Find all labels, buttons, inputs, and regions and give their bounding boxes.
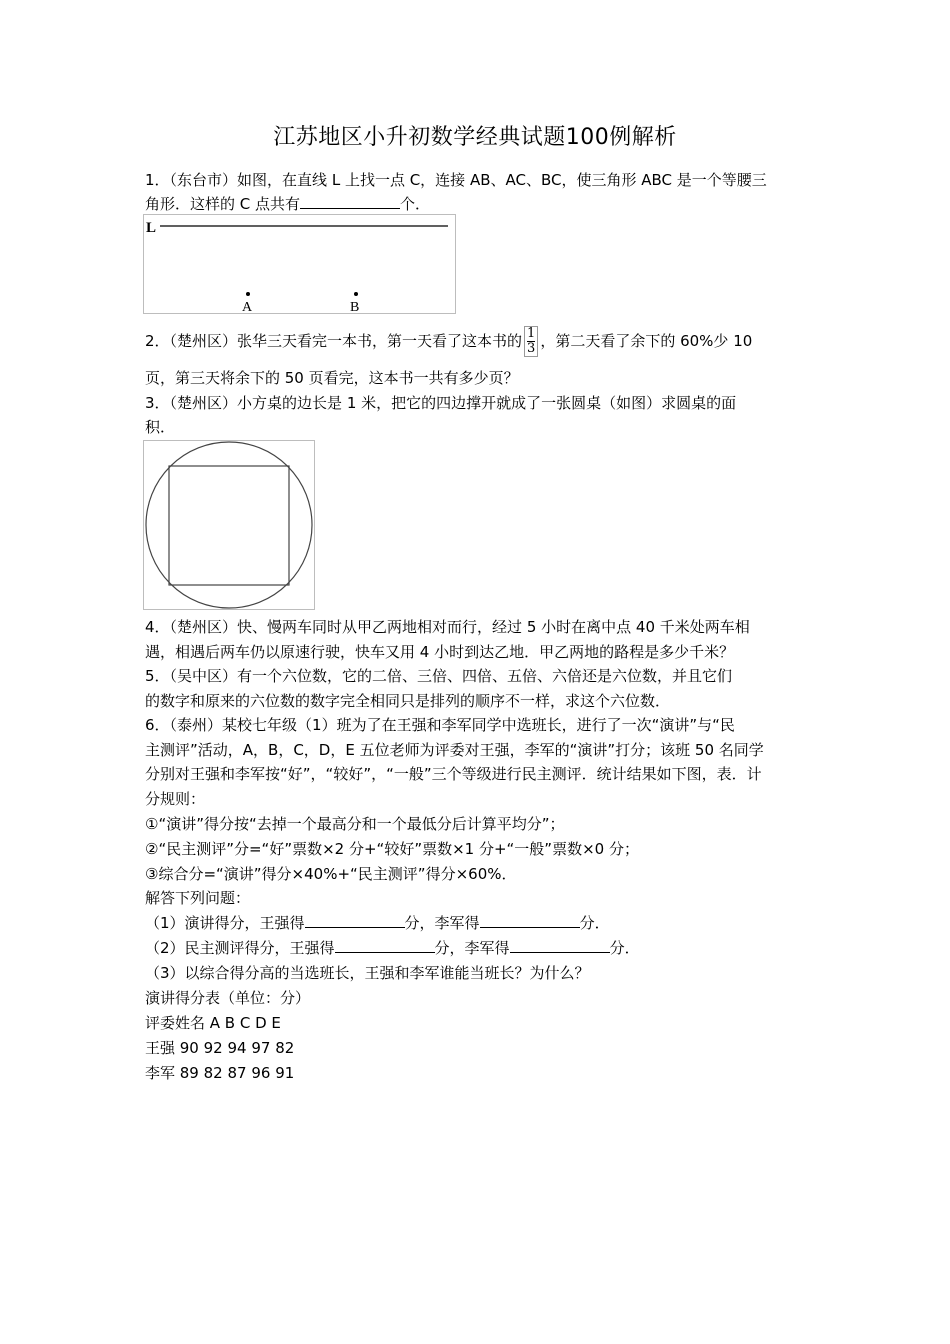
point-b — [354, 292, 358, 296]
sub-question-2 — [145, 938, 640, 958]
line-points-diagram — [144, 215, 455, 313]
sub-question-1 — [145, 913, 610, 933]
scoring-rule-1: ①“演讲”得分按“去掉一个最高分和一个最低分后计算平均分”； — [145, 815, 565, 833]
question-6-line-2: 主测评”活动，A，B，C，D，E 五位老师为评委对王强，李军的“演讲”打分；该班 50 名同学 — [145, 741, 764, 759]
fraction-numerator: 1 — [527, 326, 536, 341]
answer-blank-li-vote[interactable] — [510, 938, 610, 953]
answer-blank-wang-speech[interactable] — [305, 913, 405, 928]
question-2-line-1 — [145, 326, 752, 357]
question-2-text-b: ，第二天看了余下的 60%少 10 — [540, 332, 753, 350]
sub-question-1-text-b: 分，李军得 — [404, 914, 480, 932]
sub-question-2-text-b: 分，李军得 — [434, 939, 510, 957]
score-table-title: 演讲得分表（单位：分） — [145, 989, 311, 1007]
label-a: A — [242, 300, 253, 313]
question-3-line-1: 3．（楚州区）小方桌的边长是 1 米，把它的四边撑开就成了一张圆桌（如图）求圆桌的面 — [145, 394, 737, 412]
question-1-text-b: 个． — [400, 195, 431, 213]
question-1-line-1: 1．（东台市）如图，在直线 L 上找一点 C，连接 AB、AC、BC，使三角形 ABC 是一个等腰三 — [145, 171, 767, 189]
answer-blank-wang-vote[interactable] — [335, 938, 435, 953]
score-table-row-li: 李军 89 82 87 96 91 — [145, 1064, 295, 1082]
scoring-rule-3: ③综合分=“演讲”得分×40%+“民主测评”得分×60%． — [145, 865, 517, 883]
page-title: 江苏地区小升初数学经典试题100例解析 — [273, 125, 677, 150]
question-6-line-3: 分别对王强和李军按“好”，“较好”，“一般”三个等级进行民主测评．统计结果如下图，表．计 — [145, 765, 762, 783]
figure-square-in-circle — [143, 440, 315, 610]
sub-question-1-text-a: （1）演讲得分，王强得 — [145, 914, 305, 932]
fraction-one-third — [524, 326, 538, 357]
question-3-line-2: 积． — [145, 418, 176, 436]
label-b: B — [350, 300, 360, 313]
question-2-text-a: 2．（楚州区）张华三天看完一本书，第一天看了这本书的 — [145, 332, 523, 350]
question-2-line-2: 页，第三天将余下的 50 页看完，这本书一共有多少页？ — [145, 369, 519, 387]
label-l: L — [146, 220, 157, 236]
sub-question-2-text-c: 分． — [609, 939, 640, 957]
answer-blank[interactable] — [300, 194, 400, 209]
question-6-line-1: 6．（泰州）某校七年级（1）班为了在王强和李军同学中选班长，进行了一次“演讲”与“民 — [145, 716, 735, 734]
question-1-text-a: 角形．这样的 C 点共有 — [145, 195, 301, 213]
round-table-circle — [146, 442, 312, 608]
question-4-line-1: 4．（楚州区）快、慢两车同时从甲乙两地相对而行，经过 5 小时在离中点 40 千米处两车相 — [145, 618, 750, 636]
square-circle-diagram — [144, 441, 314, 609]
question-1-line-2 — [145, 194, 430, 214]
fraction-denominator: 3 — [527, 341, 536, 356]
sub-question-2-text-a: （2）民主测评得分，王强得 — [145, 939, 335, 957]
answer-blank-li-speech[interactable] — [480, 913, 580, 928]
score-table-header: 评委姓名 A B C D E — [145, 1014, 281, 1032]
question-4-line-2: 遇，相遇后两车仍以原速行驶，快车又用 4 小时到达乙地．甲乙两地的路程是多少千米？ — [145, 643, 735, 661]
score-table-row-wang: 王强 90 92 94 97 82 — [145, 1039, 295, 1057]
square-table — [169, 466, 289, 585]
sub-question-1-text-c: 分． — [579, 914, 610, 932]
question-6-line-4: 分规则： — [145, 790, 206, 808]
answer-intro: 解答下列问题： — [145, 889, 251, 907]
scoring-rule-2: ②“民主测评”分=“好”票数×2 分+“较好”票数×1 分+“一般”票数×0 分； — [145, 840, 639, 858]
figure-line-points — [143, 214, 456, 314]
question-5-line-1: 5．（吴中区）有一个六位数，它的二倍、三倍、四倍、五倍、六倍还是六位数，并且它们 — [145, 667, 733, 685]
question-5-line-2: 的数字和原来的六位数的数字完全相同只是排列的顺序不一样，求这个六位数． — [145, 692, 671, 710]
point-a — [246, 292, 250, 296]
sub-question-3: （3）以综合得分高的当选班长，王强和李军谁能当班长？为什么？ — [145, 964, 590, 982]
